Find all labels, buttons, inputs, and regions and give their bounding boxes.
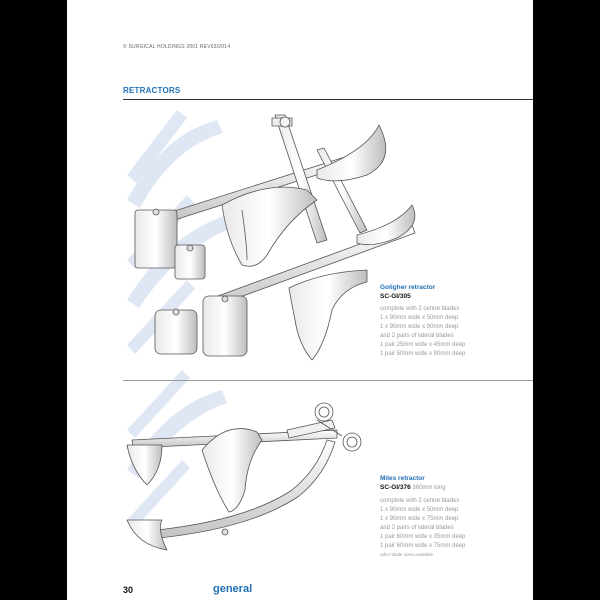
product-length: 360mm long [412, 485, 446, 491]
catalog-page [67, 0, 533, 600]
spec-line: 1 x 90mm wide x 50mm deep [380, 507, 459, 513]
spec-line: 1 pair 25mm wide x 45mm deep [380, 342, 466, 348]
spec-line: 1 pair 60mm wide x 75mm deep [380, 543, 466, 549]
spec-line: 1 x 90mm wide x 90mm deep [380, 324, 459, 330]
spec-line: and 2 pairs of lateral blades [380, 525, 454, 531]
product-goligher [380, 283, 465, 359]
spec-line: 1 x 90mm wide x 75mm deep [380, 516, 459, 522]
spec-line: and 2 pairs of lateral blades [380, 333, 454, 339]
spec-line: 1 pair 50mm wide x 90mm deep [380, 351, 466, 357]
product-name: Miles retractor [380, 475, 425, 482]
product-code: SC-GI/376 [380, 484, 411, 491]
section-title: RETRACTORS [123, 86, 181, 95]
page-number: 30 [123, 585, 134, 595]
copyright-notice: © SURGICAL HOLDINGS 2001 REV03/2014 [123, 44, 231, 50]
product-miles [380, 474, 465, 558]
spec-note: other blade sizes available [380, 552, 434, 557]
spec-line: 1 pair 60mm wide x 35mm deep [380, 534, 466, 540]
product-name: Goligher retractor [380, 284, 436, 291]
spec-line: 1 x 90mm wide x 50mm deep [380, 315, 459, 321]
spec-line: complete with 2 centre blades [380, 306, 460, 312]
miles-retractor-illustration [127, 403, 361, 550]
section-divider [123, 380, 533, 381]
product-code: SC-GI/305 [380, 293, 411, 300]
footer-category: general [213, 583, 253, 595]
spec-line: complete with 2 centre blades [380, 498, 460, 504]
